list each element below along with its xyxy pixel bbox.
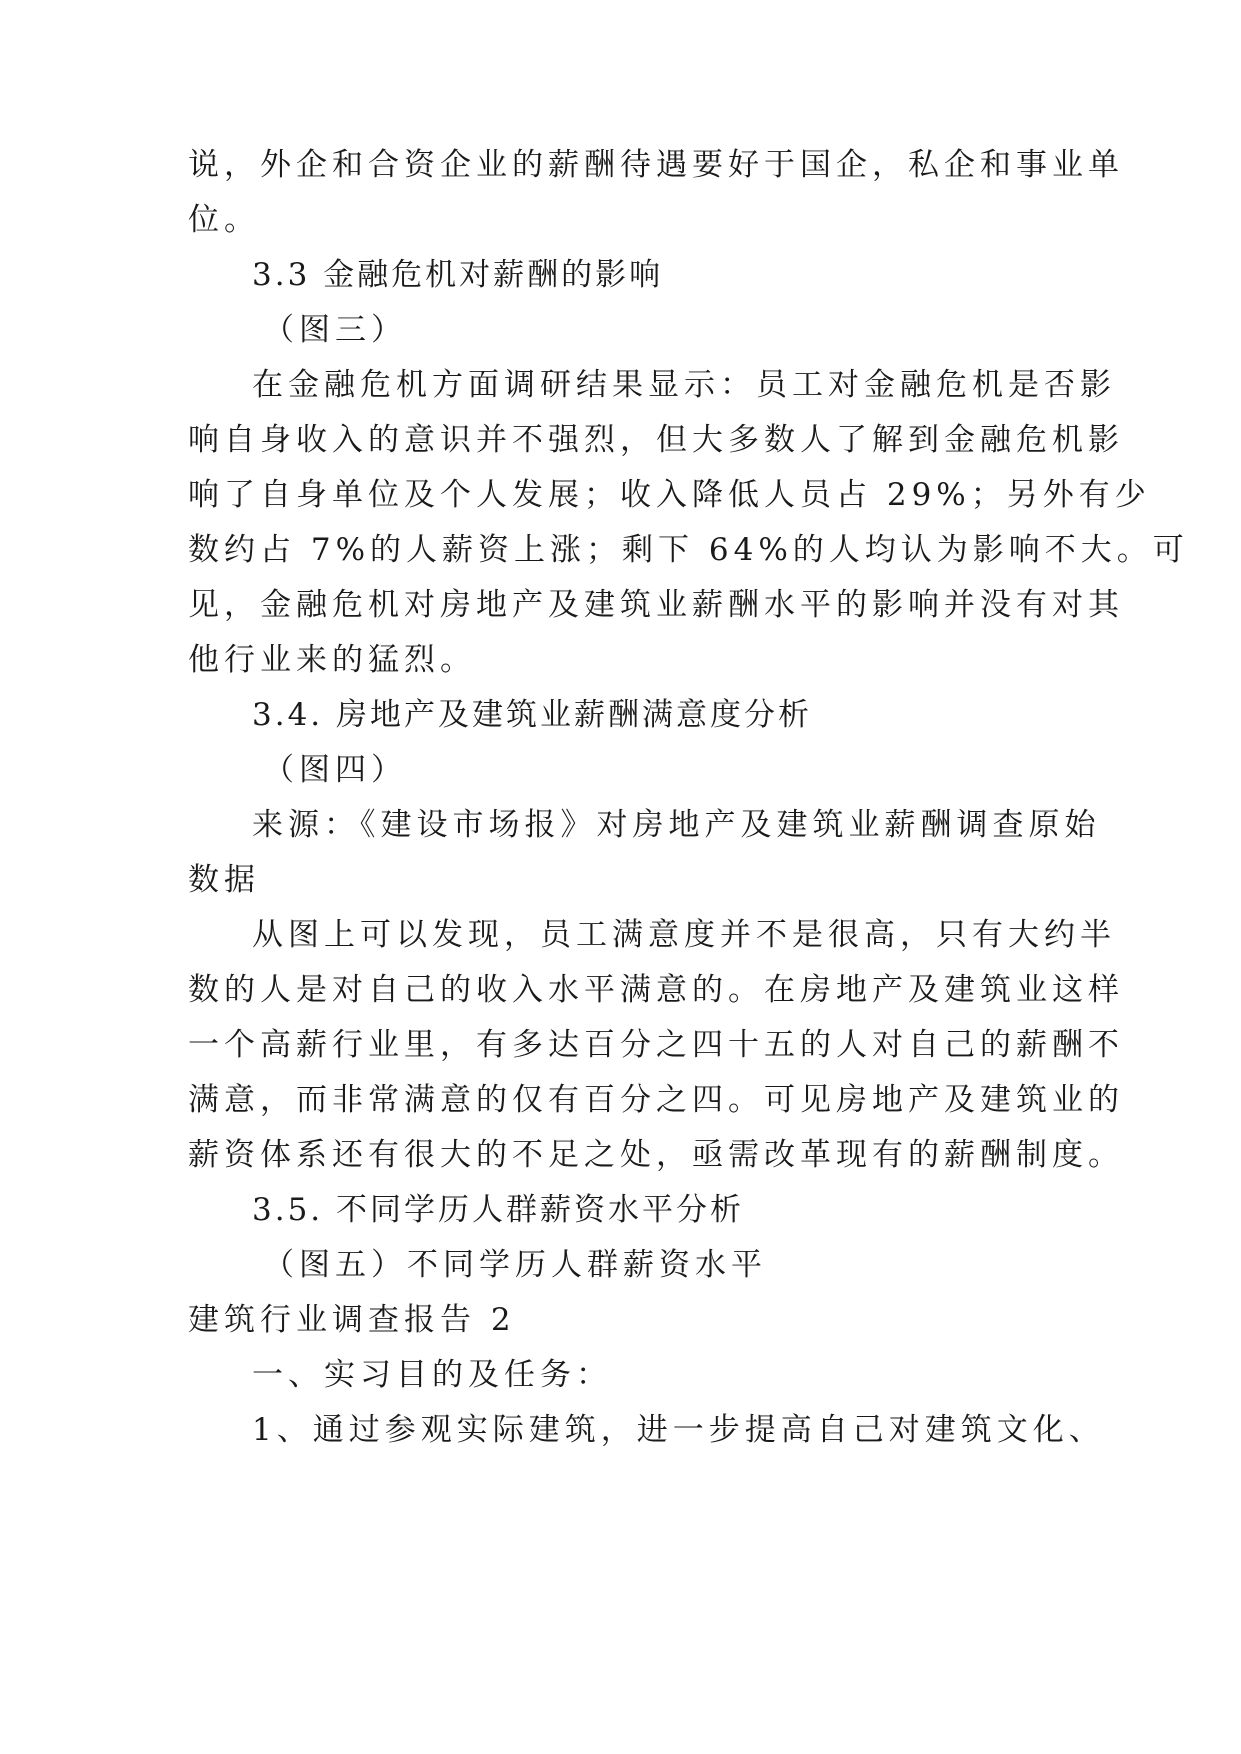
document-title: 建筑行业调查报告 2 (188, 1302, 516, 1338)
paragraph-line: 薪资体系还有很大的不足之处，亟需改革现有的薪酬制度。 (188, 1137, 1124, 1173)
paragraph-line: 见，金融危机对房地产及建筑业薪酬水平的影响并没有对其 (188, 587, 1124, 623)
paragraph-line: 数的人是对自己的收入水平满意的。在房地产及建筑业这样 (188, 972, 1124, 1008)
paragraph-line: 响了自身单位及个人发展；收入降低人员占 29%；另外有少 (188, 477, 1151, 513)
paragraph-line: 从图上可以发现，员工满意度并不是很高，只有大约半 (252, 917, 1116, 953)
section-heading-3-3: 3.3 金融危机对薪酬的影响 (252, 257, 664, 293)
section-heading-3-4: 3.4. 房地产及建筑业薪酬满意度分析 (252, 697, 813, 733)
figure-caption-4: （图四） (263, 752, 407, 788)
source-note-continued: 数据 (188, 862, 260, 898)
section-heading-1: 一、实习目的及任务： (252, 1357, 612, 1393)
paragraph-line: 位。 (188, 202, 260, 238)
paragraph-line: 一个高薪行业里，有多达百分之四十五的人对自己的薪酬不 (188, 1027, 1124, 1063)
paragraph-line: 在金融危机方面调研结果显示：员工对金融危机是否影 (252, 367, 1116, 403)
figure-caption-5: （图五）不同学历人群薪资水平 (263, 1247, 767, 1283)
source-note: 来源：《建设市场报》对房地产及建筑业薪酬调查原始 (252, 807, 1101, 843)
paragraph-line: 满意，而非常满意的仅有百分之四。可见房地产及建筑业的 (188, 1082, 1124, 1118)
figure-caption-3: （图三） (263, 312, 407, 348)
list-item: 1、通过参观实际建筑，进一步提高自己对建筑文化、 (252, 1412, 1105, 1448)
section-heading-3-5: 3.5. 不同学历人群薪资水平分析 (252, 1192, 745, 1228)
paragraph-line: 他行业来的猛烈。 (188, 642, 476, 678)
paragraph-line: 响自身收入的意识并不强烈，但大多数人了解到金融危机影 (188, 422, 1124, 458)
paragraph-line: 数约占 7%的人薪资上涨；剩下 64%的人均认为影响不大。可 (188, 532, 1189, 568)
paragraph-line: 说，外企和合资企业的薪酬待遇要好于国企，私企和事业单 (188, 147, 1124, 183)
